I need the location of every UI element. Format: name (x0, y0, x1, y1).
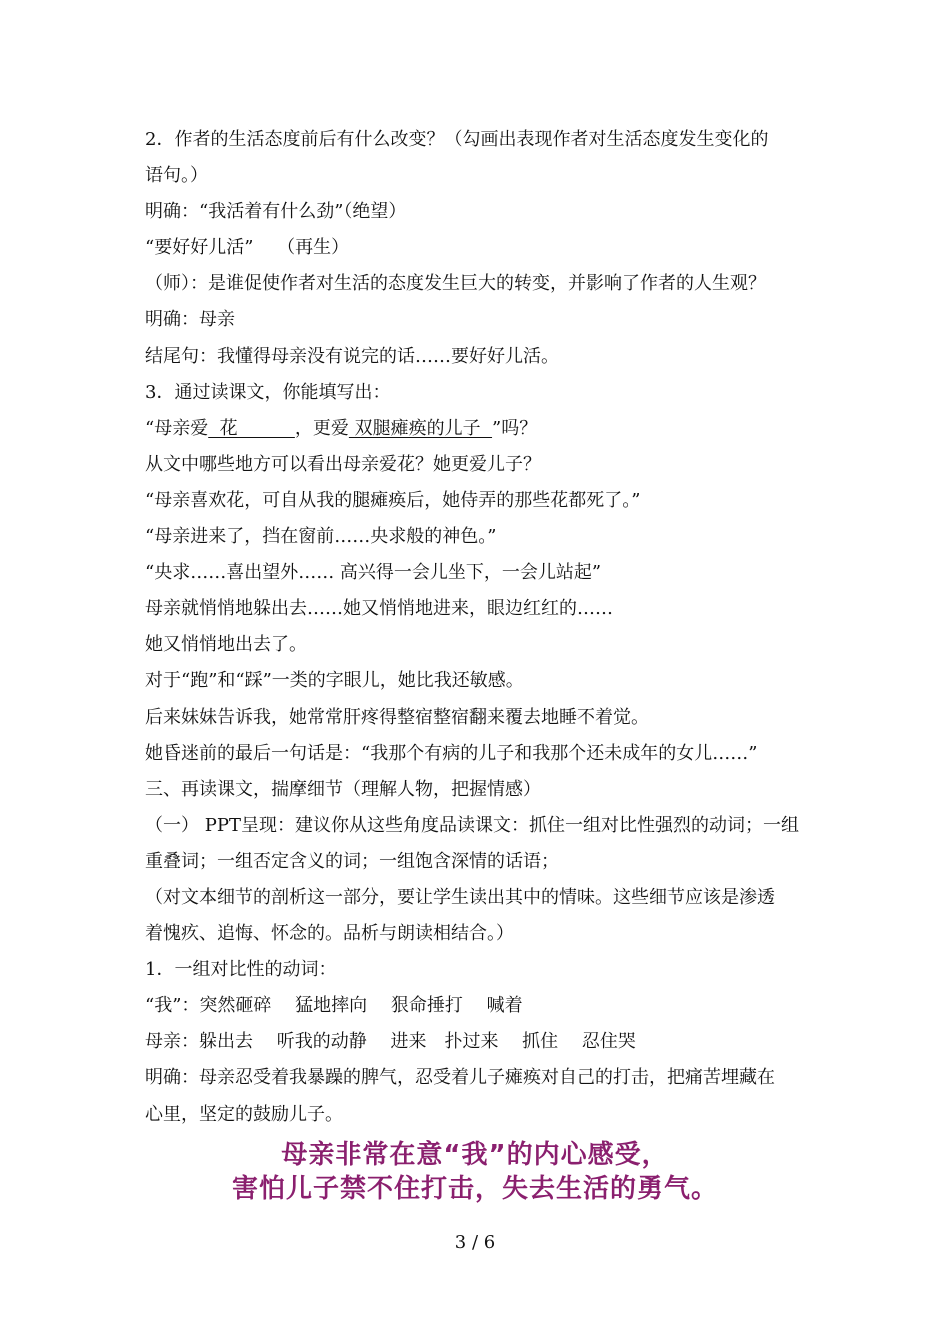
text-line: 明确：母亲 (145, 309, 235, 331)
text-line: 着愧疚、追悔、怀念的。品析与朗读相结合。） (145, 923, 514, 945)
text-line: “要好好儿活” （再生） (145, 237, 350, 259)
fill-suffix: ”吗？ (492, 417, 538, 439)
text-line: 明确：母亲忍受着我暴躁的脾气，忍受着儿子瘫痪对自己的打击，把痛苦埋藏在 (145, 1067, 775, 1089)
text-line: 2．作者的生活态度前后有什么改变？（勾画出表现作者对生活态度发生变化的 (145, 129, 769, 150)
text-line: 重叠词；一组否定含义的词；一组饱含深情的话语； (145, 850, 559, 872)
text-line: 母亲就悄悄地躲出去……她又悄悄地进来，眼边红红的…… (145, 598, 613, 620)
text-line: “母亲喜欢花，可自从我的腿瘫痪后，她侍弄的那些花都死了。” (145, 489, 641, 511)
text-line: 她昏迷前的最后一句话是：“我那个有病的儿子和我那个还未成年的女儿……” (145, 742, 758, 764)
fill-middle: ，更爱 (294, 417, 349, 439)
text-line: “央求……喜出望外…… 高兴得一会儿坐下，一会儿站起” (145, 562, 602, 584)
fill-blank-2: 双腿瘫痪的儿子 (348, 417, 493, 439)
text-line: “母亲进来了，挡在窗前……央求般的神色。” (145, 526, 497, 548)
text-line: 心里，坚定的鼓励儿子。 (145, 1103, 343, 1125)
section-heading: 三、再读课文，揣摩细节（理解人物，把握情感） (145, 778, 541, 800)
text-line: 后来妹妹告诉我，她常常肝疼得整宿整宿翻来覆去地睡不着觉。 (145, 706, 649, 728)
text-line: 明确：“我活着有什么劲”（绝望） (145, 201, 407, 223)
page-number: 3 / 6 (454, 1232, 496, 1253)
text-line: （对文本细节的剖析这一部分，要让学生读出其中的情味。这些细节应该是渗透 (145, 886, 775, 908)
text-line: 对于“跑”和“踩”一类的字眼儿，她比我还敏感。 (145, 670, 524, 692)
fill-blank-1: 花 (208, 417, 295, 439)
text-line: 她又悄悄地出去了。 (145, 634, 307, 656)
body-text (145, 122, 810, 1133)
text-line: 语句。） (145, 165, 208, 187)
text-line: （师）：是谁促使作者对生活的态度发生巨大的转变，并影响了作者的人生观？ (145, 273, 766, 295)
text-line: “我”：突然砸碎 猛地摔向 狠命捶打 喊着 (145, 995, 523, 1017)
text-line: 从文中哪些地方可以看出母亲爱花？她更爱儿子？ (145, 453, 541, 475)
text-line: 1．一组对比性的动词： (145, 959, 337, 981)
highlight-banner-line-2: 害怕儿子禁不住打击，失去生活的勇气。 (231, 1174, 718, 1204)
text-line: （一） PPT呈现：建议你从这些角度品读课文：抓住一组对比性强烈的动词；一组 (145, 814, 799, 836)
text-line: 3．通过读课文，你能填写出： (145, 381, 391, 403)
highlight-banner-line-1: 母亲非常在意“我”的内心感受， (281, 1140, 669, 1170)
text-line: 结尾句：我懂得母亲没有说完的话……要好好儿活。 (145, 345, 559, 367)
text-line: 母亲：躲出去 听我的动静 进来 扑过来 抓住 忍住哭 (145, 1031, 636, 1053)
fill-prefix: “母亲爱 (145, 417, 209, 439)
fill-in-line (145, 411, 810, 447)
